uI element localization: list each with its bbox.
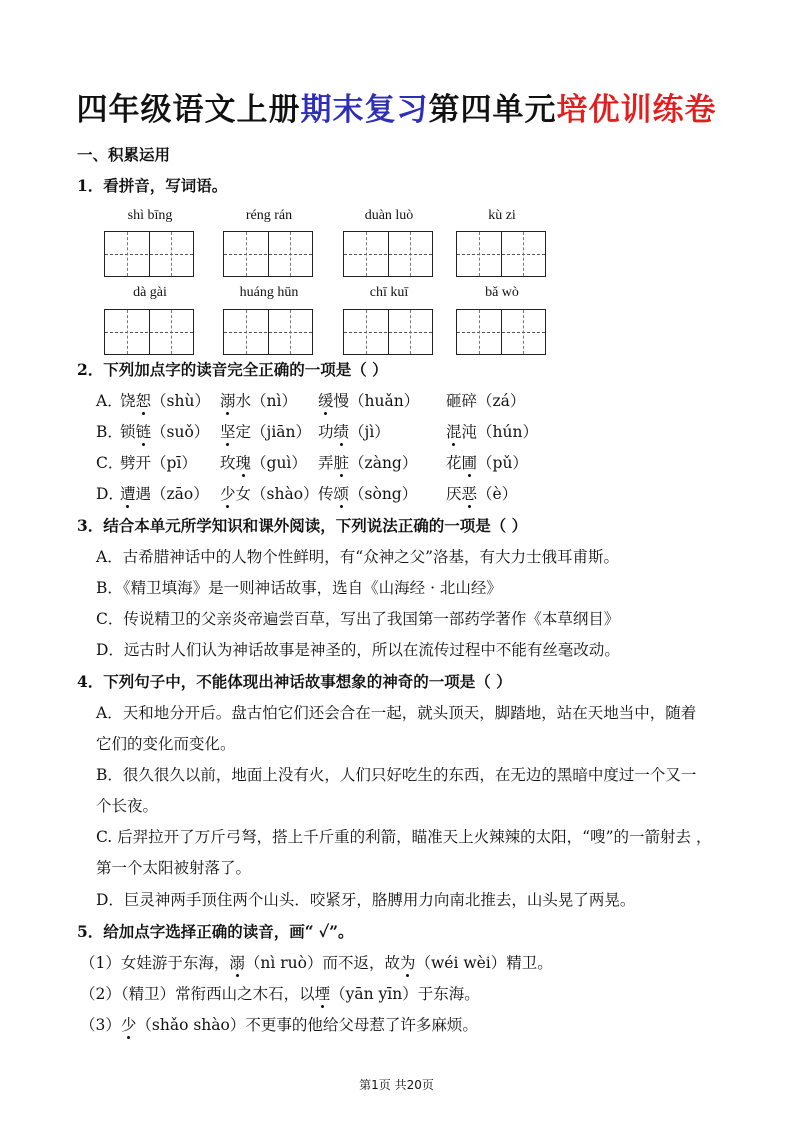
q2-word-item: 遭遇（zāo） [120, 485, 209, 503]
writing-grid[interactable] [223, 231, 313, 277]
q2-word-item: 传颂（sòng） [318, 485, 418, 503]
q5-item: （3）少（shǎo shào）不更事的他给父母惹了许多麻烦。 [80, 1016, 478, 1034]
writing-grid[interactable] [343, 231, 433, 277]
q2-word-item: 玫瑰（guì） [220, 454, 307, 472]
page-title [0, 84, 793, 129]
pinyin-label: kù zi [488, 208, 516, 223]
q4-option-c-line2: 第一个太阳被射落了。 [96, 859, 252, 877]
q2-word-item: 功绩（jì） [318, 423, 390, 441]
title-part-3: 第四单元 [428, 92, 557, 128]
q2-option-label[interactable]: B． [96, 423, 123, 441]
q3-option-c[interactable]: C．传说精卫的父亲炎帝遍尝百草，写出了我国第一部药学著作《本草纲目》 [96, 610, 620, 628]
q2-option-label[interactable]: D． [96, 485, 124, 503]
q4-option-b-line1[interactable]: B．很久很久以前，地面上没有火，人们只好吃生的东西，在无边的黑暗中度过一个又一 [96, 766, 697, 784]
pinyin-label: réng rán [245, 208, 293, 223]
q3-option-b[interactable]: B．《精卫填海》是一则神话故事，选自《山海经 · 北山经》 [96, 579, 502, 597]
q2-word-item: 溺水（nì） [220, 392, 297, 410]
title-part-2: 期末复习 [300, 92, 429, 128]
pinyin-label: dà gài [133, 285, 167, 300]
q1-stem: 1．看拼音，写词语。 [77, 176, 228, 195]
pinyin-label: duàn luò [364, 208, 414, 223]
q2-word-item: 少女（shào） [220, 485, 319, 503]
title-part-1: 四年级语文上册 [76, 92, 301, 128]
q4-option-d[interactable]: D．巨灵神两手顶住两个山头．咬紧牙，胳膊用力向南北推去，山头晃了两晃。 [96, 891, 636, 909]
page-footer: 第1页 共20页 [359, 1078, 434, 1092]
q2-option-label[interactable]: C． [96, 454, 124, 472]
section-heading: 一、积累运用 [77, 145, 171, 164]
q3-stem: 3．结合本单元所学知识和课外阅读，下列说法正确的一项是（ ） [77, 516, 528, 535]
q2-word-item: 坚定（jiān） [220, 423, 312, 441]
q4-option-a-line2: 它们的变化而变化。 [96, 735, 236, 753]
pinyin-label: bǎ wò [485, 285, 519, 300]
writing-grid[interactable] [343, 309, 433, 355]
q4-stem: 4．下列句子中，不能体现出神话故事想象的神奇的一项是（ ） [77, 672, 512, 691]
writing-grid[interactable] [104, 231, 194, 277]
q4-option-b-line2: 个长夜。 [96, 797, 159, 815]
q2-word-item: 弄脏（zàng） [318, 454, 418, 472]
q2-word-item: 混沌（hún） [446, 423, 538, 441]
q2-word-item: 锁链（suǒ） [120, 423, 210, 441]
q5-item: （2）（精卫）常衔西山之木石，以堙（yān yīn）于东海。 [80, 985, 480, 1003]
q2-word-item: 饶恕（shù） [120, 392, 210, 410]
writing-grid[interactable] [456, 309, 546, 355]
q4-option-a-line1[interactable]: A．天和地分开后。盘古怕它们还会合在一起，就头顶天，脚踏地，站在天地当中，随着 [96, 704, 697, 722]
q3-option-d[interactable]: D．远古时人们认为神话故事是神圣的，所以在流传过程中不能有丝毫改动。 [96, 641, 620, 659]
q4-option-c-line1[interactable]: C. 后羿拉开了万斤弓弩，搭上千斤重的利箭，瞄准天上火辣辣的太阳，“嗖”的一箭射去 ， [96, 828, 712, 846]
q5-item: （1）女娃游于东海，溺（nì ruò）而不返，故为（wéi wèi）精卫。 [80, 954, 553, 972]
q2-word-item: 缓慢（huǎn） [318, 392, 420, 410]
writing-grid[interactable] [456, 231, 546, 277]
q2-option-label[interactable]: A． [96, 392, 123, 410]
q2-word-item: 劈开（pī） [120, 454, 197, 472]
pinyin-label: huáng hūn [239, 285, 299, 300]
q2-word-item: 厌恶（è） [446, 485, 518, 503]
writing-grid[interactable] [104, 309, 194, 355]
q3-option-a[interactable]: A．古希腊神话中的人物个性鲜明，有“众神之父”洛基，有大力士俄耳甫斯。 [96, 548, 620, 566]
q5-stem: 5．给加点字选择正确的读音，画“ ✓”。 [77, 922, 354, 941]
q2-word-item: 花圃（pǔ） [446, 454, 528, 472]
pinyin-label: chī kuī [369, 285, 409, 300]
pinyin-label: shì bīng [127, 208, 173, 223]
q2-word-item: 砸碎（zá） [446, 392, 526, 410]
writing-grid[interactable] [223, 309, 313, 355]
title-part-4: 培优训练卷 [556, 92, 717, 128]
q2-stem: 2．下列加点字的读音完全正确的一项是（ ） [77, 360, 388, 379]
